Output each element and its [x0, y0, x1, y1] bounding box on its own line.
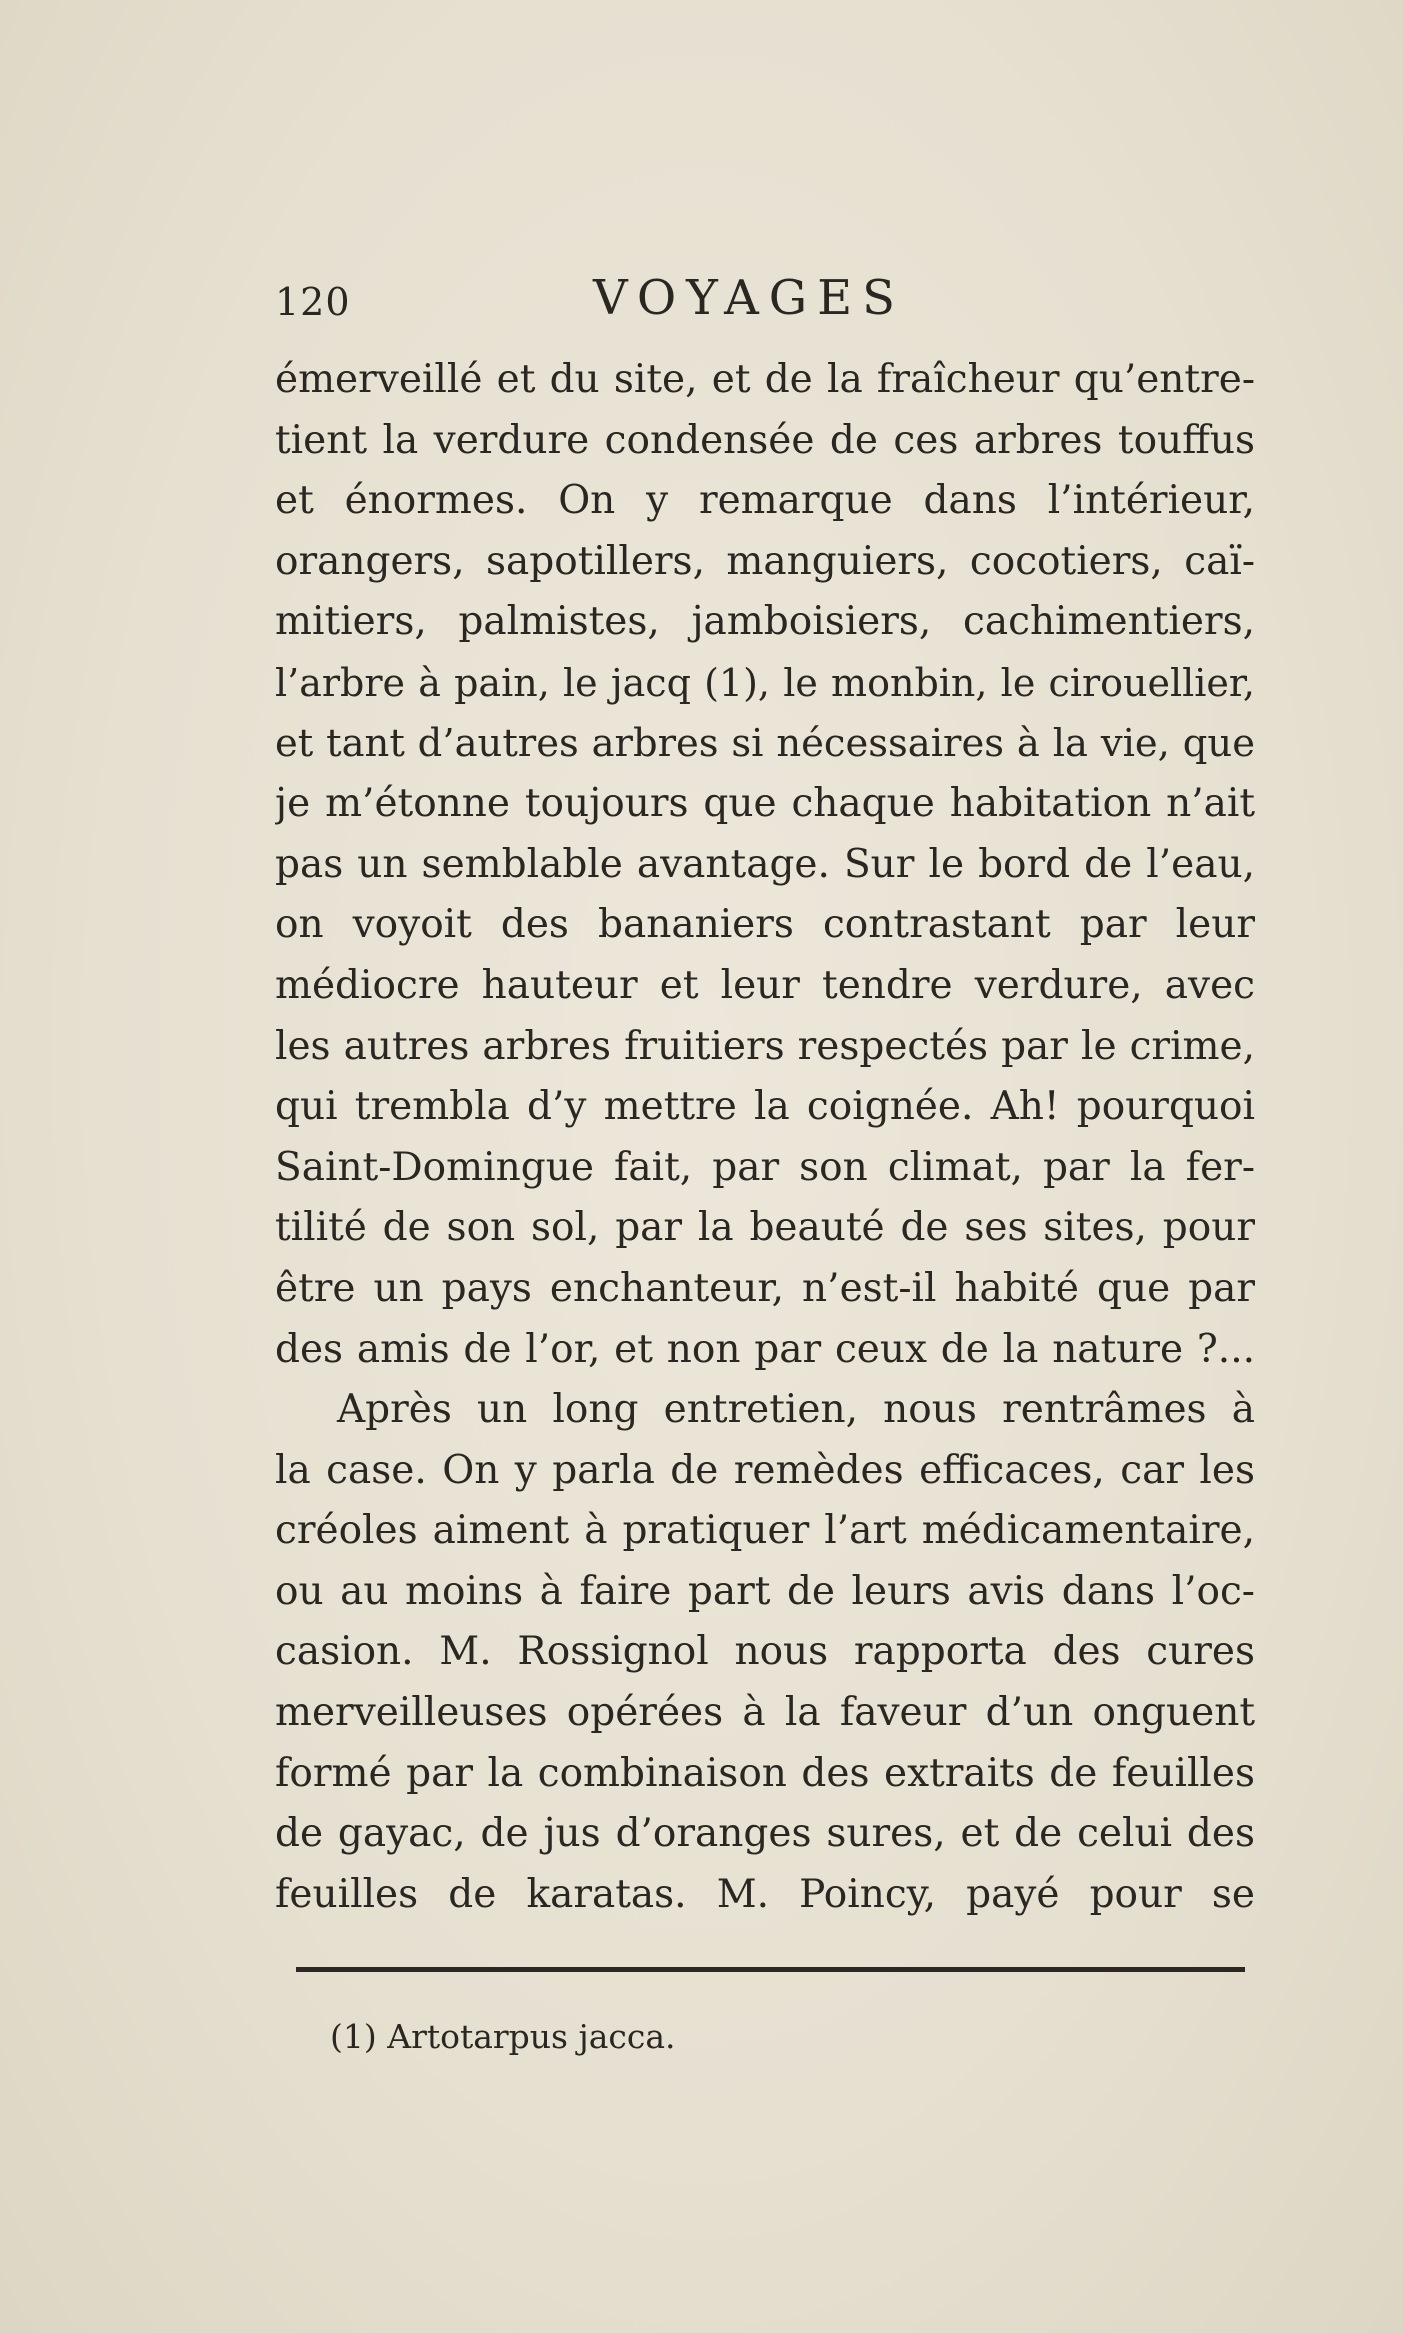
- footnote: (1) Artotarpus jacca.: [330, 2017, 676, 2056]
- text-line: feuilles de karatas. M. Poincy, payé pour se: [275, 1871, 1255, 1917]
- text-line: formé par la combinaison des extraits de feuilles: [275, 1750, 1255, 1796]
- text-line: et tant d’autres arbres si nécessaires à la vie, que: [275, 720, 1255, 766]
- text-line: tilité de son sol, par la beauté de ses sites, pour: [275, 1205, 1255, 1251]
- text-line: l’arbre à pain, le jacq (1), le monbin, le cirouellier,: [275, 660, 1255, 705]
- text-line: de gayac, de jus d’oranges sures, et de celui des: [275, 1811, 1255, 1857]
- running-head: VOYAGES: [593, 270, 906, 326]
- text-line: Après un long entretien, nous rentrâmes à: [337, 1387, 1255, 1433]
- text-line: la case. On y parla de remèdes efficaces, car les: [275, 1447, 1255, 1493]
- text-line: être un pays enchanteur, n’est-il habité que par: [275, 1265, 1255, 1311]
- text-line: tient la verdure condensée de ces arbres touffus: [275, 417, 1255, 463]
- text-line: je m’étonne toujours que chaque habitation n’ait: [275, 781, 1255, 827]
- text-line: on voyoit des bananiers contrastant par leur: [275, 902, 1255, 948]
- footnote-rule: [296, 1967, 1245, 1972]
- text-line: merveilleuses opérées à la faveur d’un onguent: [275, 1690, 1255, 1736]
- text-line: et énormes. On y remarque dans l’intérieur,: [275, 478, 1255, 524]
- text-line: mitiers, palmistes, jamboisiers, cachimentiers,: [275, 599, 1255, 645]
- page-header: [275, 270, 1255, 330]
- text-line: des amis de l’or, et non par ceux de la nature ?...: [275, 1326, 1255, 1372]
- text-line: Saint-Domingue fait, par son climat, par la fer-: [275, 1144, 1255, 1190]
- body-text: [275, 350, 1255, 1925]
- text-line: qui trembla d’y mettre la coignée. Ah! pourquoi: [275, 1084, 1255, 1130]
- text-line: pas un semblable avantage. Sur le bord de l’eau,: [275, 841, 1255, 887]
- text-line: casion. M. Rossignol nous rapporta des cures: [275, 1629, 1255, 1675]
- text-line: orangers, sapotillers, manguiers, cocotiers, caï-: [275, 538, 1255, 584]
- text-line: les autres arbres fruitiers respectés par le crime,: [275, 1023, 1255, 1069]
- text-line: ou au moins à faire part de leurs avis dans l’oc-: [275, 1568, 1255, 1614]
- text-line: émerveillé et du site, et de la fraîcheur qu’entre-: [275, 357, 1255, 402]
- text-line: créoles aiment à pratiquer l’art médicamentaire,: [275, 1508, 1255, 1554]
- page-number: 120: [275, 280, 351, 324]
- text-line: médiocre hauteur et leur tendre verdure, avec: [275, 962, 1255, 1008]
